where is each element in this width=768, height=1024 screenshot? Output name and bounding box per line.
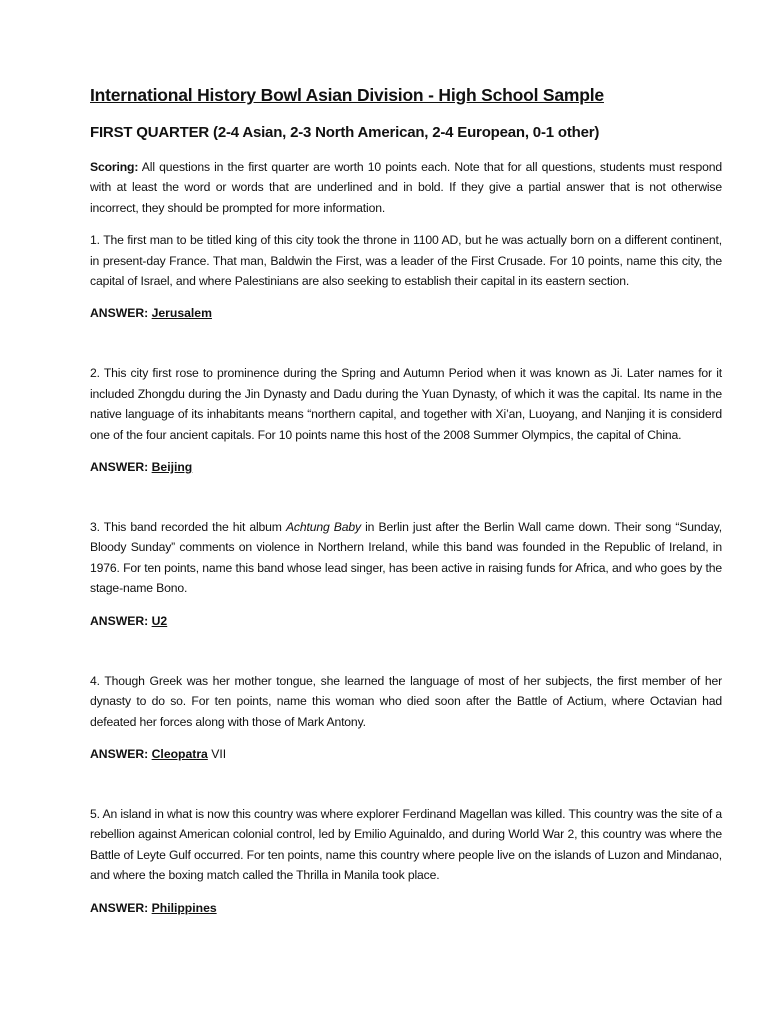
question-4: 4. Though Greek was her mother tongue, she learned the language of most of her subjects, the first member of her dynasty to do so. For ten points, name this woman who died soon after the Battle of Actium, where Octavian had defeated her forces along with those of Mark Antony.: [90, 673, 722, 729]
answer-4: [90, 744, 722, 764]
answer-1-text: Jerusalem: [151, 306, 212, 321]
scoring-label: Scoring:: [90, 160, 139, 174]
spacer: [90, 764, 722, 804]
album-title: Achtung Baby: [285, 520, 361, 535]
answer-label: ANSWER:: [90, 900, 152, 915]
question-5: 5. An island in what is now this country was where explorer Ferdinand Magellan was killed. This country was the site of a rebellion against American colonial control, led by Emilio Aguinaldo, and during World War 2, this country was where the Battle of Leyte Gulf occurred. For ten points, name this country where people live on the islands of Luzon and Mindanao, and where the boxing match called the Thrilla in Manila took place.: [90, 806, 722, 883]
quarter-heading: FIRST QUARTER (2-4 Asian, 2-3 North American, 2-4 European, 0-1 other): [90, 124, 600, 141]
spacer: [90, 631, 722, 671]
question-3: [90, 517, 722, 599]
answer-label: ANSWER:: [90, 746, 152, 761]
answer-2: [90, 457, 722, 477]
spacer: [90, 323, 722, 363]
question-1: 1. The first man to be titled king of this city took the throne in 1100 AD, but he was actually born on a different continent, in present-day France. That man, Baldwin the First, was a leader of the First Crusade. For 10 points, name this city, the capital of Israel, and where Palestinians are also seeking to establish their capital in its eastern section.: [90, 233, 722, 289]
answer-1: [90, 303, 722, 323]
question-3-text-after: in Berlin just after the Berlin Wall came down. Their song “Sunday, Bloody Sunday” comments on violence in Northern Ireland, while this band was founded in the Republic of Ireland, in 1976. For ten points, name this band whose lead singer, has been active in raising funds for Africa, and who goes by the stage-name Bono.: [90, 520, 722, 596]
document-title: International History Bowl Asian Division - High School Sample: [90, 85, 604, 105]
spacer: [90, 477, 722, 517]
answer-3: [90, 611, 722, 631]
question-3-text-before: 3. This band recorded the hit album: [90, 520, 286, 535]
answer-label: ANSWER:: [90, 613, 152, 628]
answer-5: [90, 898, 722, 918]
answer-label: ANSWER:: [90, 306, 152, 321]
answer-label: ANSWER:: [90, 460, 152, 475]
question-2: 2. This city first rose to prominence during the Spring and Autumn Period when it was known as Ji. Later names for it included Zhongdu during the Jin Dynasty and Dadu during the Yuan Dynasty, of which it was the capital. Its name in the native language of its inhabitants means “northern capital, and together with Xi’an, Luoyang, and Nanjing it is considerd one of the four ancient capitals. For 10 points name this host of the 2008 Summer Olympics, the capital of China.: [90, 366, 722, 442]
scoring-paragraph: [90, 157, 722, 218]
answer-4-suffix: VII: [207, 746, 227, 761]
answer-5-text: Philippines: [151, 900, 217, 915]
answer-4-text: Cleopatra: [151, 746, 208, 761]
answer-2-text: Beijing: [151, 460, 193, 475]
answer-3-text: U2: [151, 613, 168, 628]
scoring-text: All questions in the first quarter are worth 10 points each. Note that for all questions, students must respond with at least the word or words that are underlined and in bold. If they give a partial answer that is not otherwise incorrect, they should be prompted for more information.: [90, 160, 722, 215]
